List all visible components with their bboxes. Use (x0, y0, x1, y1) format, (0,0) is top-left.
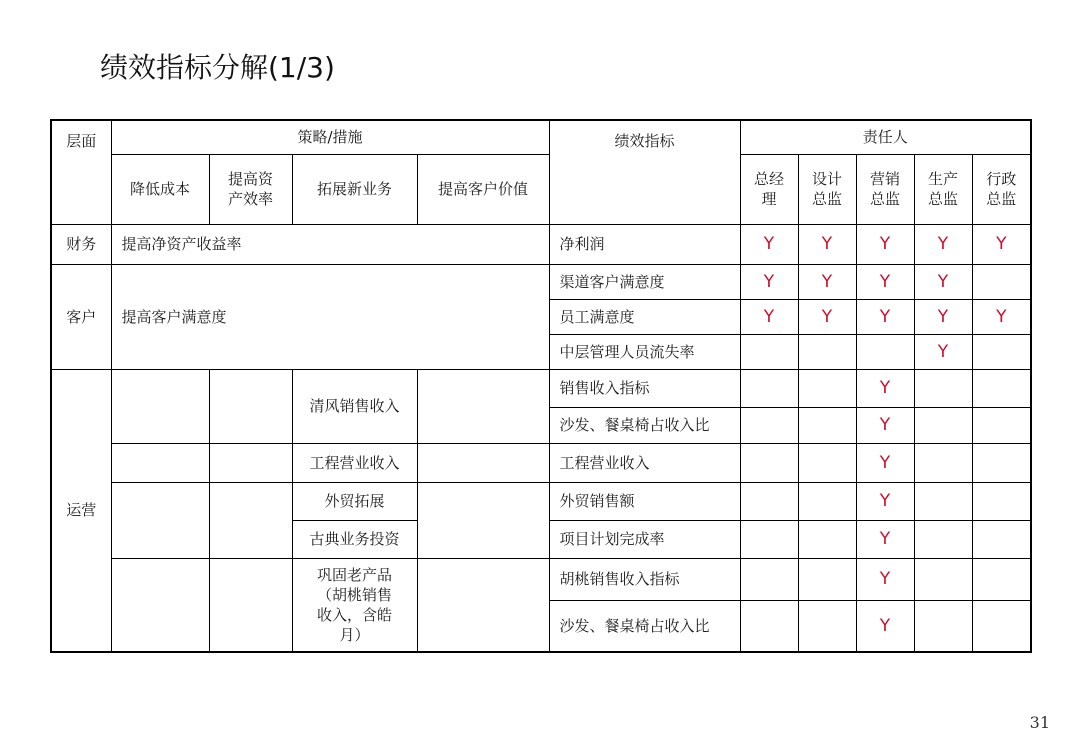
owner-mark (798, 334, 856, 369)
owner-mark (798, 482, 856, 520)
strategy-new-business: 拓展新业务 (292, 154, 417, 224)
kpi-label: 工程营业收入 (549, 443, 740, 482)
page-number: 31 (1029, 713, 1050, 732)
owner-mark: Y (914, 264, 972, 299)
header-row-2 (51, 154, 1031, 224)
owner-mark (740, 482, 798, 520)
empty-cell (417, 482, 549, 558)
kpi-decomposition-table (50, 119, 1032, 653)
owner-mark: Y (856, 264, 914, 299)
owner-mark (740, 520, 798, 558)
header-owner: 责任人 (740, 120, 1031, 154)
kpi-label: 沙发、餐桌椅占收入比 (549, 601, 740, 652)
owner-mark (914, 558, 972, 601)
initiative-engineering-revenue: 工程营业收入 (292, 443, 417, 482)
empty-cell (417, 369, 549, 443)
initiative-legacy-products: 巩固老产品 （胡桃销售 收入，含皓 月） (292, 558, 417, 652)
level-finance: 财务 (51, 224, 111, 264)
owner-mark: Y (740, 299, 798, 334)
owner-mark (740, 601, 798, 652)
owner-mark (798, 558, 856, 601)
owner-mark (798, 601, 856, 652)
owner-mark: Y (856, 601, 914, 652)
owner-mark (740, 558, 798, 601)
initiative-qingfeng-sales: 清风销售收入 (292, 369, 417, 443)
owner-mark: Y (856, 224, 914, 264)
customer-row-1 (51, 264, 1031, 299)
owner-mark: Y (914, 334, 972, 369)
owner-mark: Y (798, 299, 856, 334)
empty-cell (111, 369, 209, 443)
empty-cell (209, 443, 292, 482)
initiative-foreign-trade: 外贸拓展 (292, 482, 417, 520)
owner-mark (972, 407, 1031, 443)
owner-mark: Y (972, 224, 1031, 264)
owner-mark (798, 443, 856, 482)
owner-mark (740, 443, 798, 482)
owner-mark (798, 520, 856, 558)
strategy-customer-value: 提高客户价值 (417, 154, 549, 224)
owner-design-director: 设计 总监 (798, 154, 856, 224)
operations-row-1 (51, 369, 1031, 407)
owner-mark: Y (856, 558, 914, 601)
kpi-label: 胡桃销售收入指标 (549, 558, 740, 601)
owner-mark (856, 334, 914, 369)
kpi-label: 渠道客户满意度 (549, 264, 740, 299)
customer-strategy: 提高客户满意度 (111, 264, 549, 369)
level-customer: 客户 (51, 264, 111, 369)
header-kpi: 绩效指标 (549, 120, 740, 224)
owner-mark (914, 520, 972, 558)
kpi-label: 净利润 (549, 224, 740, 264)
owner-mark (914, 601, 972, 652)
owner-mark (972, 369, 1031, 407)
owner-mark: Y (740, 224, 798, 264)
owner-mark (914, 407, 972, 443)
owner-production-director: 生产 总监 (914, 154, 972, 224)
owner-general-manager: 总经 理 (740, 154, 798, 224)
owner-mark: Y (856, 482, 914, 520)
owner-mark (972, 601, 1031, 652)
owner-mark (972, 334, 1031, 369)
owner-mark (798, 369, 856, 407)
owner-mark: Y (914, 299, 972, 334)
kpi-label: 项目计划完成率 (549, 520, 740, 558)
owner-mark (740, 407, 798, 443)
owner-mark: Y (856, 443, 914, 482)
kpi-label: 沙发、餐桌椅占收入比 (549, 407, 740, 443)
header-strategy: 策略/措施 (111, 120, 549, 154)
operations-row-6 (51, 558, 1031, 601)
kpi-label: 外贸销售额 (549, 482, 740, 520)
finance-strategy: 提高净资产收益率 (111, 224, 549, 264)
owner-mark: Y (914, 224, 972, 264)
owner-mark (972, 482, 1031, 520)
empty-cell (111, 443, 209, 482)
finance-row (51, 224, 1031, 264)
owner-mark (914, 482, 972, 520)
owner-mark: Y (972, 299, 1031, 334)
owner-mark (740, 334, 798, 369)
strategy-asset-efficiency: 提高资 产效率 (209, 154, 292, 224)
owner-mark (740, 369, 798, 407)
owner-mark: Y (856, 299, 914, 334)
owner-marketing-director: 营销 总监 (856, 154, 914, 224)
initiative-classic-investment: 古典业务投资 (292, 520, 417, 558)
level-operations: 运营 (51, 369, 111, 652)
empty-cell (209, 369, 292, 443)
owner-mark (972, 264, 1031, 299)
owner-mark: Y (798, 264, 856, 299)
empty-cell (111, 558, 209, 652)
owner-mark: Y (740, 264, 798, 299)
owner-mark: Y (856, 407, 914, 443)
operations-row-3 (51, 443, 1031, 482)
empty-cell (209, 482, 292, 558)
owner-mark: Y (798, 224, 856, 264)
empty-cell (417, 443, 549, 482)
kpi-label: 中层管理人员流失率 (549, 334, 740, 369)
header-level: 层面 (51, 120, 111, 224)
owner-mark (914, 443, 972, 482)
empty-cell (209, 558, 292, 652)
empty-cell (111, 482, 209, 558)
strategy-reduce-cost: 降低成本 (111, 154, 209, 224)
kpi-label: 员工满意度 (549, 299, 740, 334)
page-title: 绩效指标分解(1/3) (100, 51, 335, 84)
kpi-label: 销售收入指标 (549, 369, 740, 407)
owner-mark (972, 443, 1031, 482)
owner-admin-director: 行政 总监 (972, 154, 1031, 224)
owner-mark (972, 558, 1031, 601)
owner-mark (914, 369, 972, 407)
header-row-1 (51, 120, 1031, 154)
owner-mark: Y (856, 369, 914, 407)
empty-cell (417, 558, 549, 652)
operations-row-4 (51, 482, 1031, 520)
owner-mark (798, 407, 856, 443)
owner-mark (972, 520, 1031, 558)
owner-mark: Y (856, 520, 914, 558)
